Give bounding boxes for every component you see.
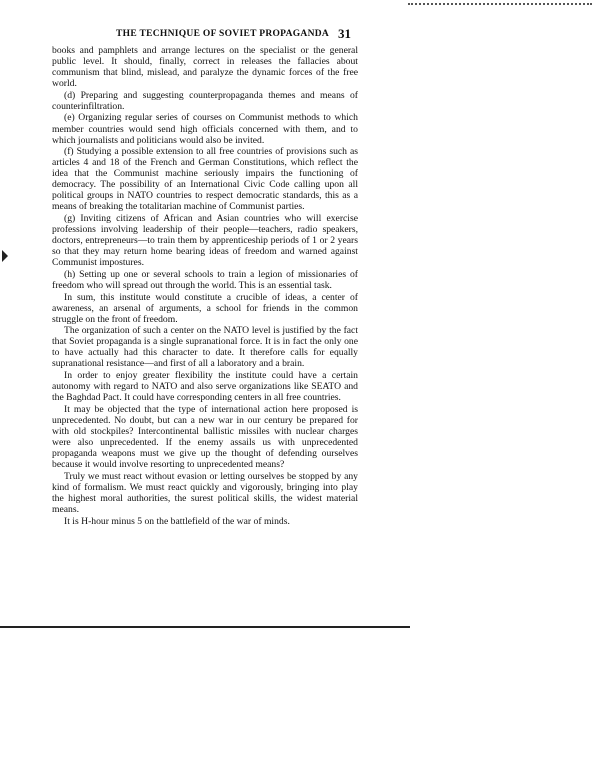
paragraph-objection: It may be objected that the type of international action here proposed is unprecedented. No doubt, but can a new war in our century be prepared for with old stockpiles? Intercontinental ballistic missiles with nuclear charges were also unprecedented. If the enemy assails us with unprecedented propaganda weapons must we give up the thought of defending ourselves because it would involve resorting to unprecedented means?: [52, 403, 358, 471]
page-number: 31: [338, 26, 351, 41]
margin-arrow-icon: [2, 250, 8, 262]
list-item-f: (f) Studying a possible extension to all free countries of provisions such as articles 4 and 18 of the French and German Constitutions, which reflect the idea that the Communist machine seriously impairs the functioning of democracy. The possibility of an International Civic Code calling upon all political groups in NATO countries to respect democratic standards, this as a means of breaking the totalitarian machine of Communist parties.: [52, 146, 358, 213]
paragraph-flexibility: In order to enjoy greater flexibility the institute could have a certain autonomy with regard to NATO and also serve organizations like SEATO and the Baghdad Pact. It could have corresponding centers in all free countries.: [52, 370, 358, 404]
list-item-d: (d) Preparing and suggesting counterpropaganda themes and means of counterinfiltration.: [52, 89, 358, 112]
body-text: [52, 45, 358, 527]
page-bottom-rule: [0, 626, 410, 628]
paragraph-h-hour: It is H-hour minus 5 on the battlefield of the war of minds.: [64, 515, 290, 527]
top-edge-rule: [408, 3, 592, 5]
running-head: THE TECHNIQUE OF SOVIET PROPAGANDA: [116, 29, 330, 39]
paragraph-continuation: books and pamphlets and arrange lectures on the specialist or the general public level. It should, finally, correct in releases the fallacies about communism that blind, mislead, and paralyze the dynamic forces of the free world.: [52, 45, 358, 90]
list-item-e: (e) Organizing regular series of courses on Communist methods to which member countries would send high officials concerned with them, and to which journalists and politicians would also be invited.: [52, 112, 358, 146]
paragraph-nato-center: The organization of such a center on the NATO level is justified by the fact that Soviet propaganda is a single supranational force. It is in fact the only one to have actually had this character to date. It therefore calls for equally supranational resistance—and first of all a laboratory and a brain.: [52, 325, 358, 370]
list-item-g: (g) Inviting citizens of African and Asian countries who will exercise professions involving leadership of their people—teachers, radio speakers, doctors, entrepreneurs—to train them by apprenticeship periods of 1 or 2 years so that they may return home bearing ideas of freedom and warned against Communist impostures.: [52, 213, 358, 269]
paragraph-in-sum: In sum, this institute would constitute a crucible of ideas, a center of awareness, an arsenal of arguments, a school for friends in the common struggle on the front of freedom.: [52, 291, 358, 325]
paragraph-react: Truly we must react without evasion or letting ourselves be stopped by any kind of formalism. We must react quickly and vigorously, bringing into play the highest moral authorities, the surest political skills, the widest material means.: [52, 470, 358, 515]
page-header: [94, 27, 356, 45]
list-item-h: (h) Setting up one or several schools to train a legion of missionaries of freedom who will spread out through the world. This is an essential task.: [52, 268, 358, 291]
